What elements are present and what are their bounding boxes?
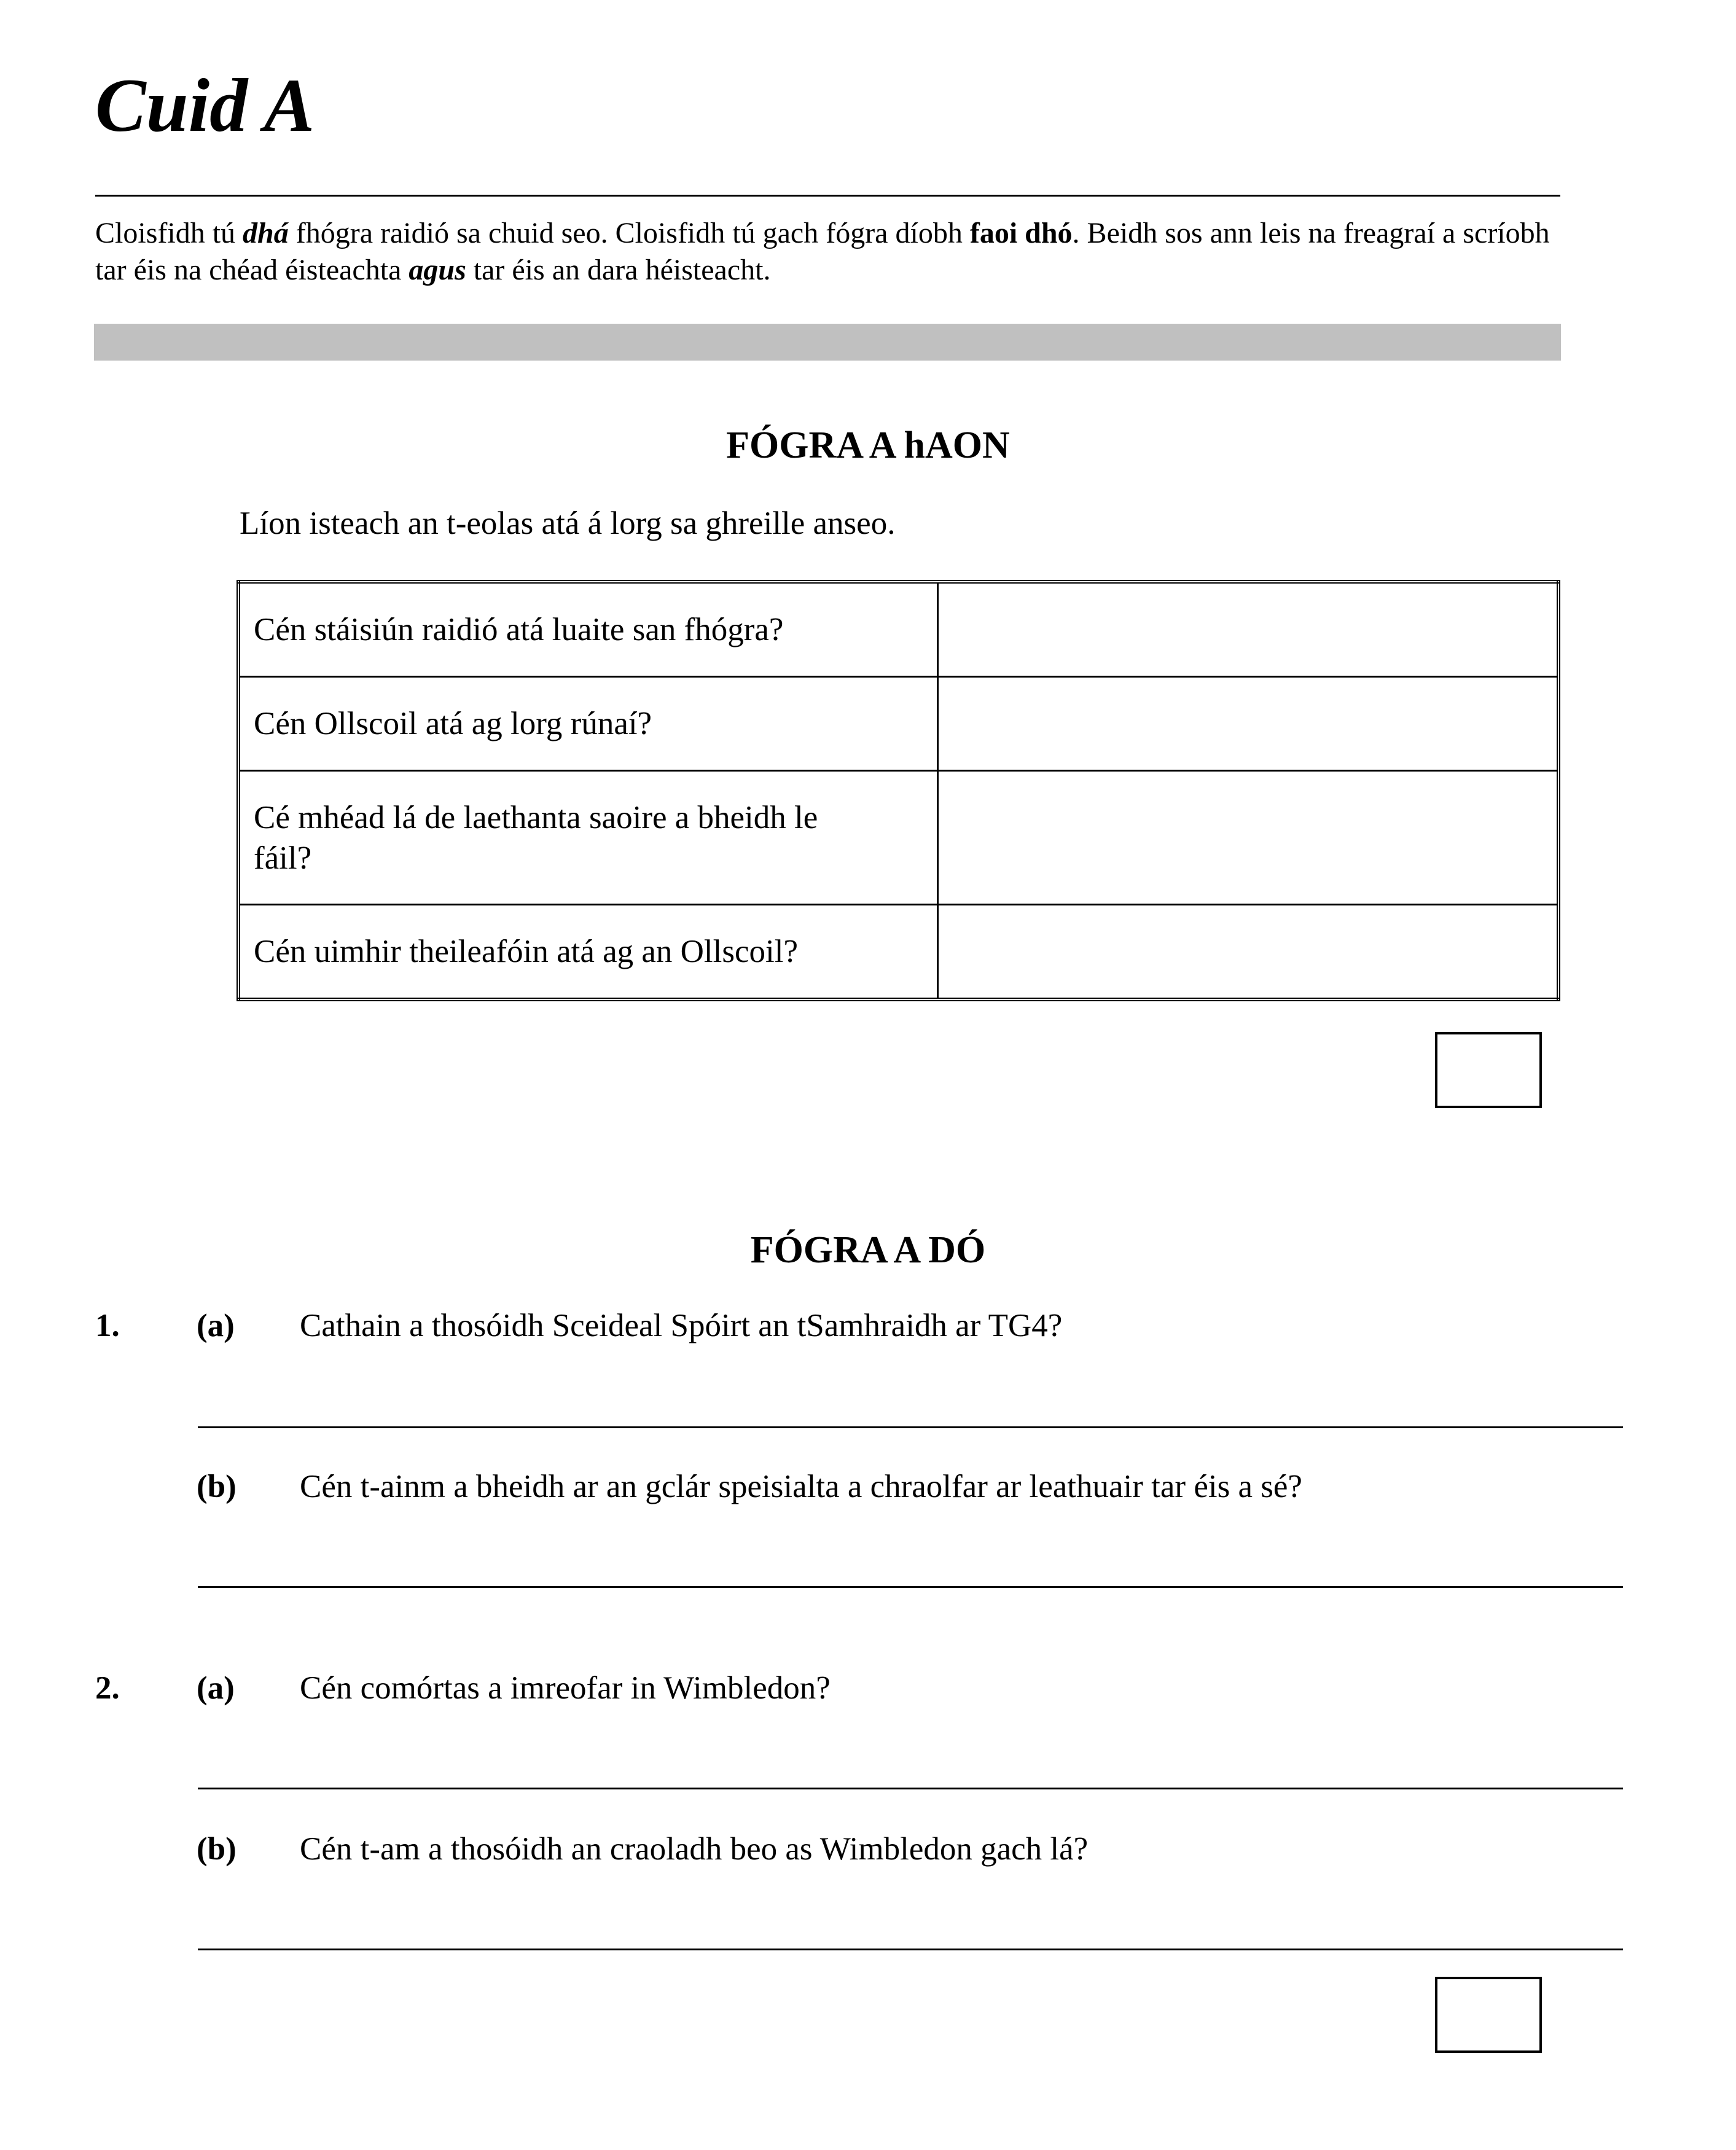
question-2a-text: Cén comórtas a imreofar in Wimbledon?: [300, 1670, 831, 1706]
grid-question: Cén uimhir theileafóin atá ag an Ollscoil?: [238, 905, 938, 999]
answer-line-2a[interactable]: [198, 1788, 1623, 1789]
intro-text-1: Cloisfidh tú: [95, 217, 243, 249]
fogra-1-heading: FÓGRA A hAON: [726, 424, 1010, 466]
grid-question: [238, 770, 938, 904]
fogra-2-score-box[interactable]: [1435, 1977, 1542, 2053]
grid-question: Cén Ollscoil atá ag lorg rúnaí?: [238, 676, 938, 770]
intro-emphasis-dha: dhá: [243, 217, 289, 249]
question-2-number: 2.: [95, 1670, 120, 1706]
intro-text-4: tar éis an dara héisteacht.: [466, 254, 771, 286]
fogra-1-answer-grid: [237, 580, 1560, 1001]
grid-question-text: Cé mhéad lá de laethanta saoire a bheidh le fáil?: [254, 799, 818, 876]
intro-text-2: fhógra raidió sa chuid seo. Cloisfidh tú gach fógra díobh: [288, 217, 970, 249]
section-separator-bar: [94, 324, 1561, 361]
question-2a-label: (a): [197, 1670, 235, 1706]
question-1a-text: Cathain a thosóidh Sceideal Spóirt an tSamhraidh ar TG4?: [300, 1308, 1063, 1343]
question-1a-label: (a): [197, 1308, 235, 1343]
answer-line-1b[interactable]: [198, 1586, 1623, 1588]
grid-answer-cell[interactable]: [938, 770, 1559, 904]
question-2b-text: Cén t-am a thosóidh an craoladh beo as Wimbledon gach lá?: [300, 1831, 1089, 1867]
title-divider: [95, 195, 1560, 197]
intro-paragraph: [95, 215, 1570, 289]
intro-emphasis-agus: agus: [409, 254, 466, 286]
grid-row: [238, 582, 1558, 676]
fogra-1-score-box[interactable]: [1435, 1032, 1542, 1108]
grid-row: [238, 770, 1558, 904]
question-1b-text: Cén t-ainm a bheidh ar an gclár speisialta a chraolfar ar leathuair tar éis a sé?: [300, 1469, 1302, 1504]
grid-row: [238, 905, 1558, 999]
fogra-2-heading: FÓGRA A DÓ: [750, 1229, 986, 1271]
answer-line-1a[interactable]: [198, 1426, 1623, 1428]
grid-answer-cell[interactable]: [938, 582, 1559, 676]
intro-emphasis-faoi-dho: faoi dhó: [969, 217, 1073, 249]
grid-row: [238, 676, 1558, 770]
grid-answer-cell[interactable]: [938, 905, 1559, 999]
page-title: Cuid A: [95, 63, 315, 147]
intro-text-3: . Beidh sos ann leis na freagraí a scríobh tar éis na chéad éisteachta: [95, 217, 1550, 286]
answer-line-2b[interactable]: [198, 1949, 1623, 1950]
question-1b-label: (b): [197, 1469, 237, 1504]
question-1-number: 1.: [95, 1308, 120, 1343]
grid-question: Cén stáisiún raidió atá luaite san fhógra?: [238, 582, 938, 676]
grid-answer-cell[interactable]: [938, 676, 1559, 770]
question-2b-label: (b): [197, 1831, 237, 1867]
fogra-1-instruction: Líon isteach an t-eolas atá á lorg sa ghreille anseo.: [240, 506, 896, 541]
